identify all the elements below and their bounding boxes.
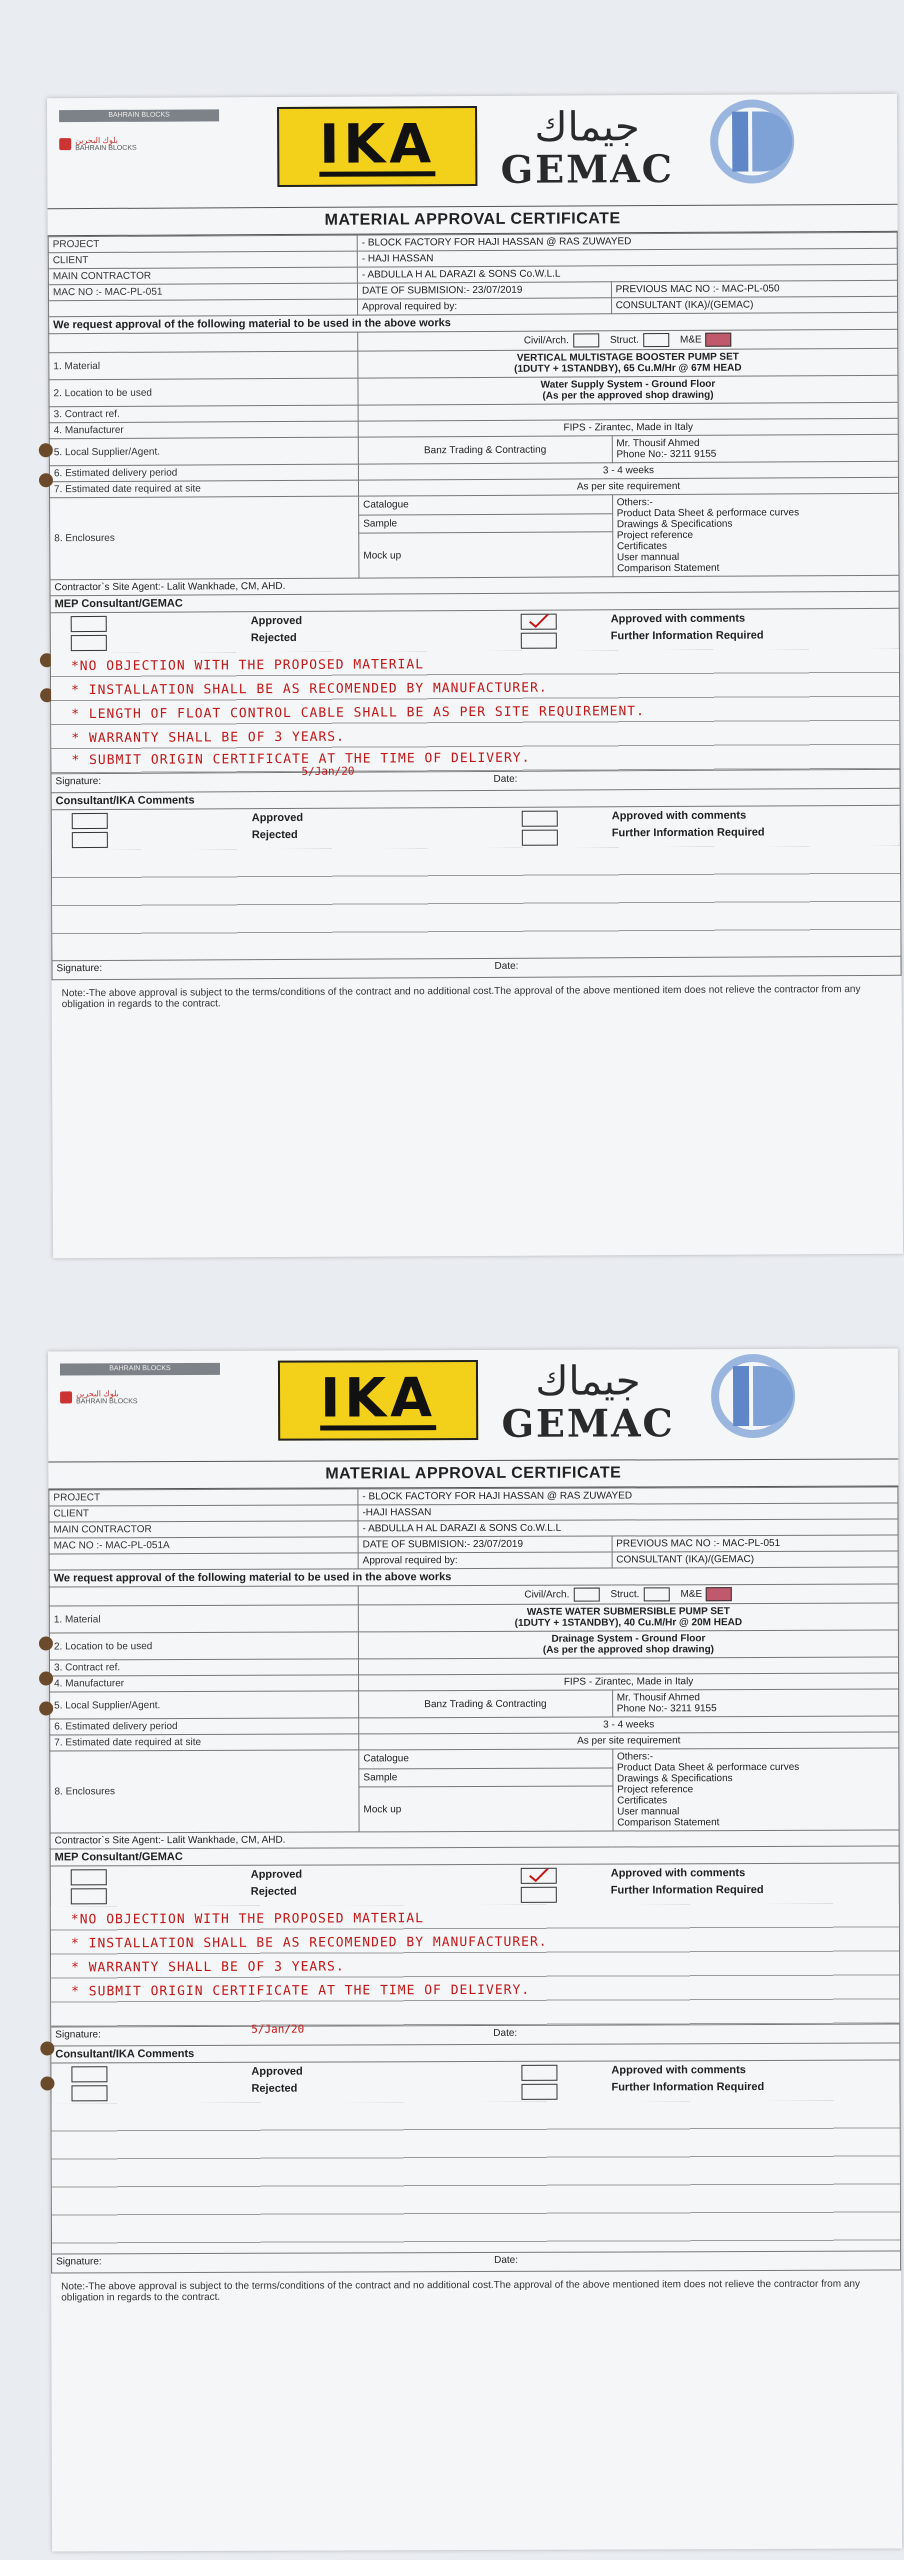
supplier-value: Banz Trading & Contracting (359, 1690, 613, 1718)
date-label: Date: (493, 2027, 518, 2039)
material-label: 1. Material (49, 351, 358, 380)
site-agent: Contractor`s Site Agent:- Lalit Wankhade, CM, AHD. (50, 1830, 899, 1849)
delivery-label: 6. Estimated delivery period (50, 1718, 359, 1735)
brand-mark-icon (60, 1391, 72, 1403)
approved-comments-label: Approved with comments (610, 1867, 746, 1880)
me-label: M&E (679, 334, 702, 346)
rejected-checkbox[interactable] (71, 635, 107, 651)
consultant-ika-heading: Consultant/IKA Comments (52, 789, 900, 810)
location-value (358, 375, 898, 405)
consultant-ika-section (51, 789, 902, 980)
comment-line: * LENGTH OF FLOAT CONTROL CABLE SHALL BE AS PER SITE REQUIREMENT. (71, 704, 645, 723)
material-line-2: (1DUTY + 1STANDBY), 65 Cu.M/Hr @ 67M HEAD (514, 362, 742, 375)
material-line-2: (1DUTY + 1STANDBY), 40 Cu.M/Hr @ 20M HEAD (514, 1617, 743, 1629)
comment-line: * WARRANTY SHALL BE OF 3 YEARS. (71, 1959, 345, 1976)
location-value (358, 1630, 898, 1659)
further-info-checkbox[interactable] (521, 633, 557, 649)
previous-mac: PREVIOUS MAC NO :- MAC-PL-050 (611, 280, 897, 297)
gemac-logo (497, 105, 677, 190)
approval-options (51, 609, 899, 653)
rejected-label: Rejected (250, 631, 297, 645)
enclosure-item: Drawings & Specifications (616, 518, 733, 531)
signature-row (51, 2024, 899, 2046)
logo-english: BAHRAIN BLOCKS (75, 144, 137, 153)
approved-comments-label: Approved with comments (611, 2064, 746, 2077)
form-title: MATERIAL APPROVAL CERTIFICATE (48, 204, 898, 236)
logo-bar: BAHRAIN BLOCKS (60, 1363, 220, 1376)
location-line-2: (As per the approved shop drawing) (542, 389, 714, 402)
date-required-value: As per site requirement (358, 477, 898, 496)
location-line-1: Water Supply System - Ground Floor (540, 378, 716, 391)
certificate-sheet-1 (47, 94, 903, 1258)
approved-checkbox[interactable] (71, 1869, 107, 1885)
approved-comments-checkbox[interactable] (521, 2065, 557, 2081)
contract-ref-label: 3. Contract ref. (49, 1659, 358, 1676)
mockup-label: Mock up (359, 532, 613, 578)
enclosure-item: Drawings & Specifications (617, 1773, 733, 1785)
signature-row (52, 2251, 900, 2273)
signature-date: 5/Jan/20 (251, 2022, 305, 2036)
civil-arch-label: Civil/Arch. (524, 1589, 570, 1601)
material-value (358, 348, 898, 378)
date-label: Date: (494, 2254, 519, 2266)
handwritten-comments (51, 1904, 899, 2027)
enclosure-item: User mannual (617, 1806, 680, 1818)
logo-english: BAHRAIN BLOCKS (76, 1398, 138, 1406)
mep-consultant-section (50, 1847, 901, 2047)
brand-mark-icon (59, 138, 71, 150)
material-line-1: WASTE WATER SUBMERSIBLE PUMP SET (526, 1606, 730, 1618)
previous-mac: PREVIOUS MAC NO :- MAC-PL-051 (612, 1535, 898, 1552)
signature-label: Signature: (55, 775, 102, 788)
signature-label: Signature: (56, 962, 103, 975)
material-line-1: VERTICAL MULTISTAGE BOOSTER PUMP SET (516, 351, 739, 364)
enclosure-item: User mannual (616, 551, 680, 564)
logo-arabic: بلوك البحرين (75, 135, 119, 146)
approval-options (51, 2061, 899, 2104)
signature-date: 5/Jan/20 (301, 764, 355, 778)
further-info-checkbox[interactable] (521, 2084, 557, 2100)
enclosure-item: Product Data Sheet & performace curves (616, 1761, 800, 1774)
comment-line: * INSTALLATION SHALL BE AS RECOMENDED BY MANUFACTURER. (70, 1934, 548, 1952)
delivery-value: 3 - 4 weeks (358, 461, 898, 480)
ad-logo-icon (702, 99, 802, 185)
material-label: 1. Material (49, 1605, 358, 1633)
location-label: 2. Location to be used (49, 378, 358, 407)
struct-label: Struct. (610, 1589, 640, 1601)
mockup-label: Mock up (359, 1786, 613, 1832)
civil-arch-label: Civil/Arch. (523, 335, 569, 347)
gemac-logo (498, 1359, 678, 1444)
further-info-label: Further Information Required (611, 826, 765, 840)
approval-required-label: Approval required by: (358, 1552, 612, 1569)
me-label: M&E (680, 1588, 703, 1600)
approved-label: Approved (251, 2065, 303, 2078)
contact-phone: Phone No:- 3211 9155 (616, 448, 717, 461)
approval-options (52, 806, 900, 850)
struct-checkbox[interactable] (643, 333, 669, 347)
main-contractor-value: - ABDULLA H AL DARAZI & SONS Co.W.L.L (357, 264, 897, 283)
comment-line: * WARRANTY SHALL BE OF 3 YEARS. (71, 729, 345, 747)
punch-hole (39, 443, 53, 457)
bahrain-blocks-logo (60, 1363, 220, 1406)
date-required-label: 7. Estimated date required at site (49, 480, 358, 498)
contact-name: Mr. Thousif Ahmed (616, 437, 700, 450)
consultant-value: CONSULTANT (IKA)/(GEMAC) (612, 1551, 898, 1568)
punch-hole (39, 473, 53, 487)
approval-required-label: Approval required by: (358, 298, 612, 315)
ad-logo-icon (703, 1354, 803, 1439)
approved-comments-label: Approved with comments (611, 809, 747, 823)
letterhead (48, 1349, 898, 1462)
comment-line: *NO OBJECTION WITH THE PROPOSED MATERIAL (70, 657, 425, 675)
comment-line: * SUBMIT ORIGIN CERTIFICATE AT THE TIME OF DELIVERY. (71, 750, 531, 769)
checkmark-icon (522, 615, 556, 629)
manufacturer-label: 4. Manufacturer (49, 421, 358, 439)
contact-phone: Phone No:- 3211 9155 (616, 1703, 717, 1715)
project-value: - BLOCK FACTORY FOR HAJI HASSAN @ RAS ZUWAYED (357, 232, 897, 251)
approved-checkbox[interactable] (71, 616, 107, 632)
ika-logo (278, 1360, 478, 1441)
project-value: - BLOCK FACTORY FOR HAJI HASSAN @ RAS ZUWAYED (358, 1487, 898, 1505)
form-title: MATERIAL APPROVAL CERTIFICATE (48, 1459, 898, 1490)
approval-note: Note:-The above approval is subject to the terms/conditions of the contract and no additional cost.The approval of the above mentioned item does not relieve the contractor from any obligation in regards to the contract. (61, 983, 861, 1011)
mep-consultant-section (50, 592, 901, 793)
signature-label: Signature: (56, 2256, 102, 2268)
main-contractor-label: MAIN CONTRACTOR (48, 267, 357, 285)
discipline-row (358, 1584, 898, 1605)
further-info-label: Further Information Required (610, 629, 764, 643)
mep-consultant-heading: MEP Consultant/GEMAC (51, 1847, 899, 1867)
supplier-value: Banz Trading & Contracting (358, 436, 612, 464)
catalogue-label: Catalogue (359, 495, 613, 515)
enclosure-item: Product Data Sheet & performace curves (616, 507, 800, 520)
enclosure-item: Project reference (617, 1784, 694, 1796)
delivery-value: 3 - 4 weeks (359, 1716, 899, 1734)
enclosure-item: Project reference (616, 529, 694, 542)
me-checkbox[interactable] (706, 333, 732, 347)
certificate-sheet-2 (48, 1349, 902, 2552)
consultant-ika-section (50, 2044, 901, 2274)
project-info-table (48, 232, 900, 596)
ika-text: IKA (320, 1365, 437, 1430)
rejected-label: Rejected (251, 828, 298, 842)
mep-consultant-heading: MEP Consultant/GEMAC (51, 592, 899, 613)
approved-checkbox[interactable] (72, 813, 108, 829)
logo-arabic: بلوك البحرين (76, 1389, 119, 1399)
approved-label: Approved (251, 811, 304, 825)
enclosure-item: Others:- (616, 1751, 654, 1763)
ika-text: IKA (319, 111, 436, 176)
gemac-english: GEMAC (501, 1400, 675, 1446)
comment-line: *NO OBJECTION WITH THE PROPOSED MATERIAL (70, 1911, 424, 1928)
manufacturer-value: FIPS - Zirantec, Made in Italy (359, 1673, 899, 1691)
enclosures-label: 8. Enclosures (50, 496, 359, 580)
approved-comments-checkbox[interactable] (522, 811, 558, 827)
main-contractor-label: MAIN CONTRACTOR (49, 1521, 358, 1538)
rejected-label: Rejected (250, 1885, 297, 1898)
contract-ref-label: 3. Contract ref. (49, 405, 358, 423)
approved-comments-label: Approved with comments (610, 612, 746, 626)
request-text: We request approval of the following material to be used in the above works (49, 1567, 898, 1587)
further-info-label: Further Information Required (610, 1883, 764, 1897)
sample-label: Sample (359, 513, 613, 533)
supplier-label: 5. Local Supplier/Agent. (50, 1691, 359, 1719)
comment-lines (52, 846, 901, 960)
handwritten-comments (51, 649, 900, 773)
client-label: CLIENT (49, 1505, 358, 1522)
mac-no: MAC NO :- MAC-PL-051 (48, 283, 357, 301)
approved-comments-checkbox[interactable] (521, 1868, 557, 1884)
logo-bar: BAHRAIN BLOCKS (59, 109, 219, 122)
delivery-label: 6. Estimated delivery period (49, 464, 358, 482)
enclosure-item: Others:- (616, 497, 653, 509)
consultant-value: CONSULTANT (IKA)/(GEMAC) (611, 296, 897, 313)
location-line-1: Drainage System - Ground Floor (551, 1633, 706, 1645)
punch-hole (39, 1636, 53, 1650)
enclosure-others (612, 1748, 899, 1831)
approval-note: Note:-The above approval is subject to the terms/conditions of the contract and no additional cost.The approval of the above mentioned item does not relieve the contractor from any obligation in regards to the contract. (61, 2278, 860, 2304)
material-value (358, 1603, 898, 1632)
manufacturer-value: FIPS - Zirantec, Made in Italy (358, 418, 898, 437)
date-label: Date: (493, 773, 518, 785)
mac-no: MAC NO :- MAC-PL-051A (49, 1537, 358, 1554)
approval-options (51, 1864, 899, 1907)
project-label: PROJECT (48, 235, 357, 253)
further-info-label: Further Information Required (611, 2080, 765, 2094)
further-info-checkbox[interactable] (521, 1887, 557, 1903)
comment-line: * SUBMIT ORIGIN CERTIFICATE AT THE TIME OF DELIVERY. (71, 1982, 531, 2000)
supplier-label: 5. Local Supplier/Agent. (49, 437, 358, 466)
consultant-ika-heading: Consultant/IKA Comments (51, 2044, 899, 2064)
date-required-label: 7. Estimated date required at site (50, 1734, 359, 1751)
approved-label: Approved (250, 1868, 303, 1881)
date-required-value: As per site requirement (359, 1732, 899, 1750)
enclosure-item: Certificates (616, 540, 667, 553)
main-contractor-value: - ABDULLA H AL DARAZI & SONS Co.W.L.L (358, 1519, 898, 1537)
location-label: 2. Location to be used (49, 1632, 358, 1660)
rejected-checkbox[interactable] (71, 2085, 107, 2101)
enclosures-label: 8. Enclosures (50, 1750, 359, 1833)
civil-arch-checkbox[interactable] (573, 1588, 599, 1602)
punch-hole (40, 2041, 54, 2055)
approved-comments-checkbox[interactable] (521, 614, 557, 630)
signature-label: Signature: (55, 2029, 101, 2041)
comment-lines (52, 2101, 901, 2254)
project-label: PROJECT (49, 1489, 358, 1506)
date-label: Date: (494, 960, 519, 972)
supplier-contact (612, 1689, 898, 1717)
manufacturer-label: 4. Manufacturer (50, 1675, 359, 1692)
gemac-english: GEMAC (500, 145, 675, 192)
supplier-contact (612, 434, 899, 462)
punch-hole (39, 1671, 53, 1685)
request-text: We request approval of the following material to be used in the above works (49, 312, 898, 333)
letterhead (47, 94, 898, 208)
rejected-checkbox[interactable] (72, 832, 108, 848)
gemac-arabic: جيماك (534, 104, 640, 151)
contact-name: Mr. Thousif Ahmed (616, 1692, 700, 1704)
site-agent: Contractor`s Site Agent:- Lalit Wankhade, CM, AHD. (50, 575, 899, 595)
date-submission: DATE OF SUBMISION:- 23/07/2019 (357, 282, 611, 299)
me-checkbox[interactable] (706, 1587, 732, 1601)
checkmark-icon (522, 1869, 556, 1883)
enclosure-item: Certificates (617, 1795, 668, 1807)
date-submission: DATE OF SUBMISION:- 23/07/2019 (358, 1536, 612, 1553)
bahrain-blocks-logo (59, 109, 219, 152)
client-label: CLIENT (48, 251, 357, 269)
approved-checkbox[interactable] (71, 2066, 107, 2082)
enclosure-item: Comparison Statement (617, 1817, 720, 1829)
struct-checkbox[interactable] (643, 1587, 669, 1601)
gemac-arabic: جيماك (535, 1358, 641, 1405)
comment-line: * INSTALLATION SHALL BE AS RECOMENDED BY MANUFACTURER. (71, 680, 548, 699)
rejected-label: Rejected (251, 2082, 298, 2095)
enclosure-item: Comparison Statement (617, 562, 720, 575)
rejected-checkbox[interactable] (71, 1888, 107, 1904)
ika-logo (277, 106, 477, 187)
enclosure-others (612, 493, 899, 576)
struct-label: Struct. (609, 334, 639, 346)
further-info-checkbox[interactable] (522, 830, 558, 846)
sample-label: Sample (359, 1768, 613, 1787)
catalogue-label: Catalogue (359, 1749, 613, 1768)
approved-label: Approved (250, 614, 303, 628)
location-line-2: (As per the approved shop drawing) (542, 1644, 715, 1656)
civil-arch-checkbox[interactable] (573, 333, 599, 347)
client-value: - HAJI HASSAN (357, 248, 897, 267)
project-info-table (48, 1487, 899, 1850)
client-value: -HAJI HASSAN (358, 1503, 898, 1521)
punch-hole (39, 1701, 53, 1715)
